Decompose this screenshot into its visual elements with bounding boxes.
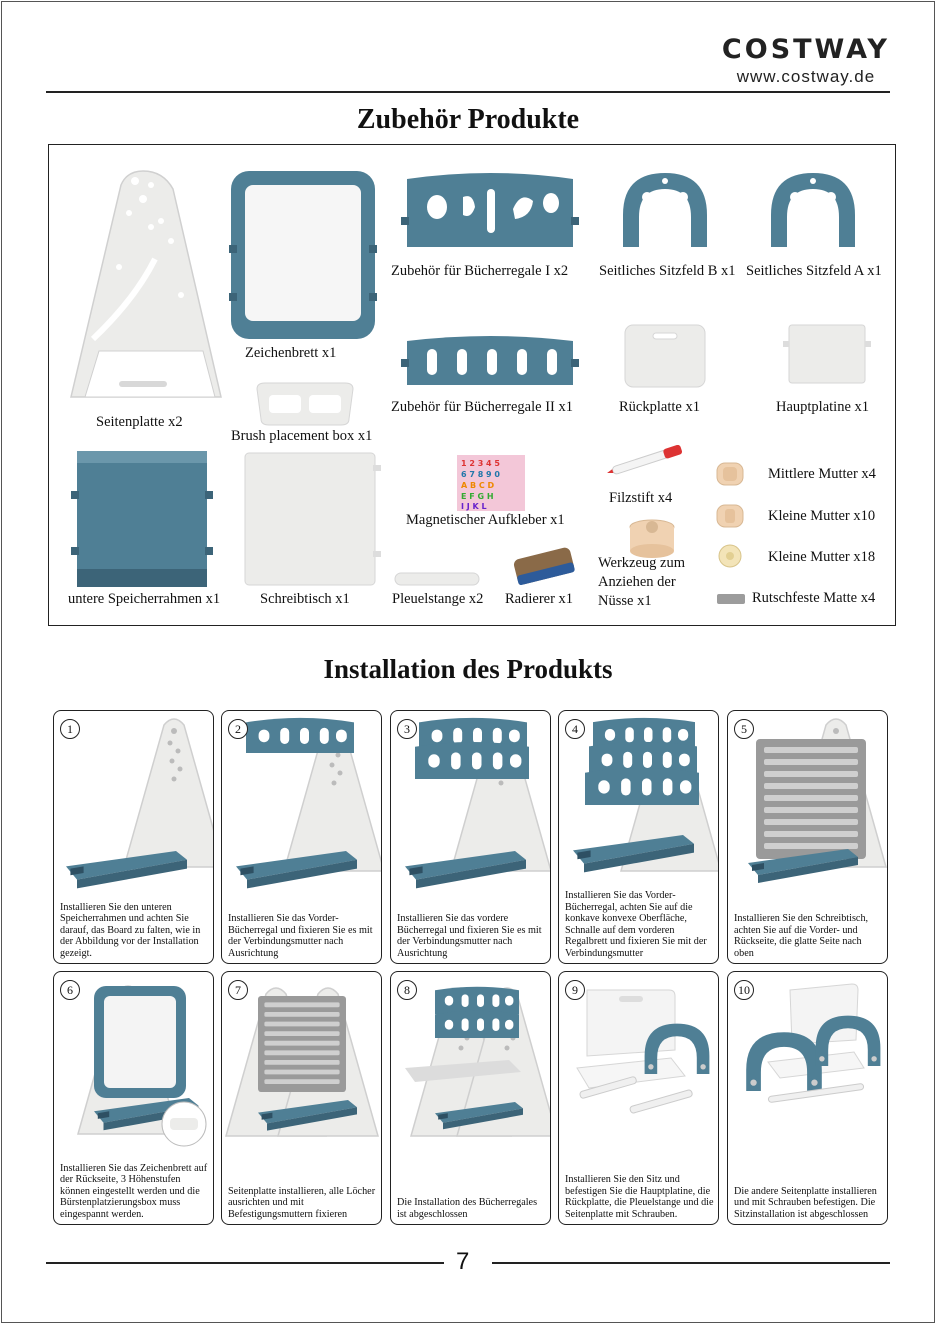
part-label-lower-storage-frame: untere Speicherrahmen x1: [68, 591, 221, 607]
brush-box-image: [253, 379, 357, 427]
medium-nut-image: [713, 459, 747, 489]
brand-name: COSTWAY: [721, 34, 890, 65]
part-label-desk: Schreibtisch x1: [260, 591, 350, 607]
svg-text:E F G H: E F G H: [461, 492, 494, 501]
desk-image: [241, 451, 385, 587]
step-number: 4: [565, 719, 585, 739]
install-step-4: [558, 710, 719, 964]
bookshelf-accessory-1-image: [401, 169, 579, 253]
step-number: 1: [60, 719, 80, 739]
back-plate-image: [621, 321, 709, 391]
installation-title: Installation des Produkts: [323, 654, 613, 684]
step-7-illustration: [222, 972, 381, 1162]
part-label-side-panel: Seitenplatte x2: [96, 414, 183, 430]
step-number: 6: [60, 980, 80, 1000]
step-3-illustration: [391, 711, 550, 901]
step-text: Installieren Sie das vordere Bücherregal und fixieren Sie es mit der Verbindungsmutter nach Ausrichtung: [397, 913, 542, 959]
step-2-illustration: [222, 711, 381, 901]
part-label-seat-side-a: Seitliches Sitzfeld A x1: [746, 263, 882, 279]
step-number: 8: [397, 980, 417, 1000]
step-number: 10: [734, 980, 754, 1000]
part-label-small-nut-18: Kleine Mutter x18: [768, 549, 876, 565]
step-number: 7: [228, 980, 248, 1000]
main-board-image: [783, 321, 871, 387]
install-step-3: [390, 710, 551, 964]
step-text: Seitenplatte installieren, alle Löcher ausrichten und mit Befestigungsmuttern fixieren: [228, 1185, 376, 1220]
felt-pen-image: [605, 445, 689, 475]
part-label-bookshelf-1: Zubehör für Bücherregale I x2: [391, 263, 569, 279]
install-step-6: [53, 971, 214, 1225]
small-nut-18-image: [715, 541, 745, 571]
part-label-seat-side-b: Seitliches Sitzfeld B x1: [599, 263, 736, 279]
install-step-7: [221, 971, 382, 1225]
accessories-title: Zubehör Produkte: [356, 104, 580, 135]
part-label-nut-tool: Werkzeug zum Anziehen der Nüsse x1: [598, 555, 685, 609]
step-10-illustration: [728, 972, 887, 1162]
header-rule: [46, 91, 890, 93]
step-text: Die Installation des Bücherregales ist abgeschlossen: [397, 1197, 538, 1220]
step-1-illustration: [54, 711, 213, 901]
lower-storage-frame-image: [71, 451, 213, 587]
step-9-illustration: [559, 972, 718, 1162]
small-nut-10-image: [713, 501, 747, 531]
part-label-medium-nut: Mittlere Mutter x4: [768, 466, 876, 482]
step-text: Die andere Seitenplatte installieren und mit Schrauben befestigen. Die Sitzinstallation ist abgeschlossen: [734, 1185, 877, 1220]
part-label-connecting-rod: Pleuelstange x2: [392, 591, 484, 607]
part-label-felt-pen: Filzstift x4: [609, 490, 673, 506]
step-6-illustration: [54, 972, 213, 1162]
seat-side-a-image: [765, 167, 861, 251]
part-label-main-board: Hauptplatine x1: [776, 399, 870, 415]
footer-rule-left: [46, 1262, 444, 1264]
part-label-eraser: Radierer x1: [505, 591, 574, 607]
eraser-image: [509, 543, 579, 589]
part-label-magnetic-sticker: Magnetischer Aufkleber x1: [406, 512, 565, 528]
step-8-illustration: [391, 972, 550, 1162]
step-text: Installieren Sie den unteren Speicherrahmen und achten Sie darauf, das Board zu falten, wie in der Abbildung vor der Installation gezeigt.: [60, 901, 201, 959]
part-label-anti-slip-mat: Rutschfeste Matte x4: [752, 590, 876, 606]
brand-logo: [722, 36, 890, 87]
install-step-1: [53, 710, 214, 964]
anti-slip-mat-image: [715, 591, 747, 607]
step-number: 2: [228, 719, 248, 739]
step-number: 3: [397, 719, 417, 739]
bookshelf-accessory-2-image: [401, 333, 579, 389]
connecting-rod-image: [391, 569, 483, 589]
part-label-drawing-board: Zeichenbrett x1: [245, 345, 337, 361]
footer-rule-right: [492, 1262, 890, 1264]
drawing-board-image: [229, 169, 377, 341]
part-label-small-nut-10: Kleine Mutter x10: [768, 508, 876, 524]
step-text: Installieren Sie den Schreibtisch, achten Sie auf die Vorder- und Rückseite, die glatte Seite nach oben: [734, 913, 869, 959]
svg-text:I J K L: I J K L: [461, 502, 487, 511]
step-text: Installieren Sie das Vorder-Bücherregal, achten Sie auf die konkave konvexe Oberfläche, Schnalle auf dem vorderen Regalbrett und fixieren Sie mit der Verbindungsmutter: [565, 890, 707, 959]
side-panel-image: [65, 169, 225, 401]
seat-side-b-image: [617, 167, 713, 251]
part-label-brush-box: Brush placement box x1: [231, 428, 373, 444]
step-number: 5: [734, 719, 754, 739]
brand-url: www.costway.de: [736, 67, 876, 86]
magnetic-sticker-image: [455, 453, 527, 513]
step-number: 9: [565, 980, 585, 1000]
install-step-10: [727, 971, 888, 1225]
install-step-2: [221, 710, 382, 964]
svg-text:6 7 8 9 0: 6 7 8 9 0: [461, 470, 500, 479]
step-5-illustration: [728, 711, 887, 901]
install-step-5: [727, 710, 888, 964]
part-label-bookshelf-2: Zubehör für Bücherregale II x1: [391, 399, 573, 415]
install-step-8: [390, 971, 551, 1225]
step-4-illustration: [559, 711, 718, 901]
step-text: Installieren Sie das Vorder-Bücherregal und fixieren Sie es mit der Verbindungsmutter nach Ausrichtung: [228, 913, 373, 959]
install-step-9: [558, 971, 719, 1225]
svg-text:A B C D: A B C D: [461, 481, 495, 490]
svg-text:1 2 3 4 5: 1 2 3 4 5: [461, 459, 500, 468]
page-number: 7: [456, 1248, 470, 1275]
accessories-panel: [48, 144, 896, 626]
part-label-back-plate: Rückplatte x1: [619, 399, 700, 415]
step-text: Installieren Sie das Zeichenbrett auf der Rückseite, 3 Höhenstufen können eingestellt werden und die Bürstenplatzierungsbox muss eingespannt werden.: [60, 1162, 208, 1220]
step-text: Installieren Sie den Sitz und befestigen Sie die Hauptplatine, die Rückplatte, die Pleuelstange und die Seitenplatte mit Schrauben.: [565, 1174, 714, 1220]
